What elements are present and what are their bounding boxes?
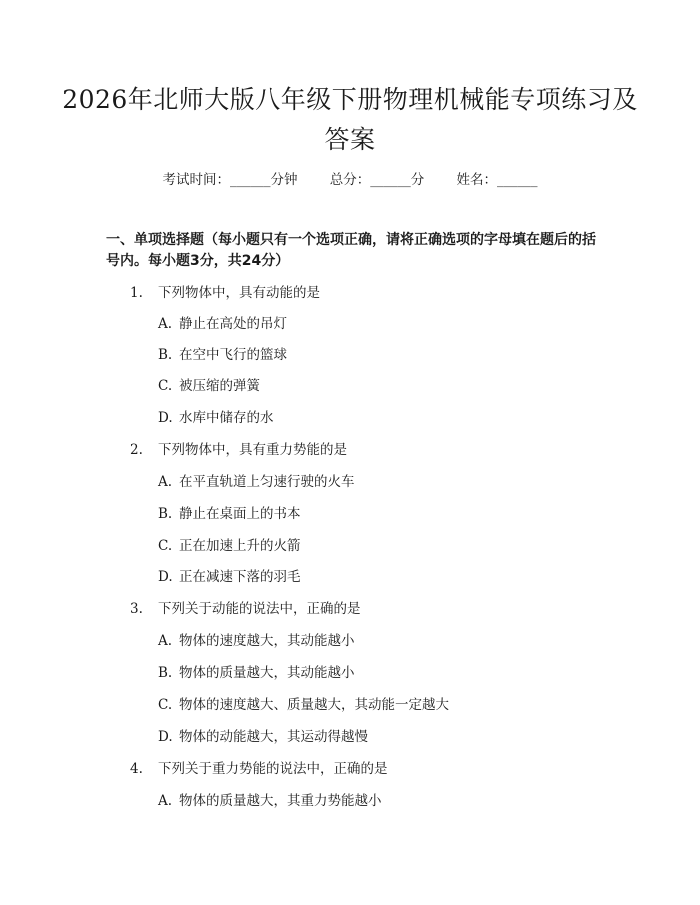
option-letter: B. [158,347,173,363]
option-letter: A. [158,633,173,649]
option-text: 物体的质量越大，其动能越小 [179,665,355,681]
question-text: 下列物体中，具有重力势能的是 [158,442,347,458]
question-2 [130,441,347,459]
document-title: 2026年北师大版八年级下册物理机械能专项练习及答案 [62,85,638,154]
question-number: 1. [130,285,143,301]
option-text: 静止在高处的吊灯 [179,316,287,332]
total-score-blank: ______ [370,172,411,188]
option-text: 静止在桌面上的书本 [179,506,301,522]
question-number: 4. [130,761,143,777]
option-text: 水库中储存的水 [179,410,274,426]
section-heading-single-choice: 一、单项选择题（每小题只有一个选项正确，请将正确选项的字母填在题后的括号内。每小题3分，共24分） [106,232,596,269]
question-3 [130,600,361,618]
option-text: 物体的质量越大，其重力势能越小 [179,793,382,809]
option-letter: A. [158,474,173,490]
question-3-option-d [158,728,368,746]
option-text: 物体的速度越大、质量越大，其动能一定越大 [179,697,449,713]
question-number: 2. [130,442,143,458]
question-4-option-a [158,792,382,810]
question-4 [130,760,388,778]
question-3-option-a [158,632,355,650]
question-text: 下列物体中，具有动能的是 [158,285,320,301]
option-letter: C. [158,538,173,554]
total-score-unit: 分 [410,172,425,188]
option-text: 物体的速度越大，其动能越小 [179,633,355,649]
exam-info-line [0,168,700,188]
option-letter: B. [158,665,173,681]
option-letter: D. [158,569,173,585]
exam-time-unit: 分钟 [270,172,298,188]
question-2-option-c [158,537,301,555]
option-text: 在空中飞行的篮球 [179,347,287,363]
option-text: 在平直轨道上匀速行驶的火车 [179,474,355,490]
option-text: 正在减速下落的羽毛 [179,569,301,585]
question-1 [130,284,320,302]
total-score-label: 总分： [329,172,371,188]
question-1-option-b [158,346,287,364]
question-1-option-d [158,409,274,427]
option-letter: B. [158,506,173,522]
question-1-option-c [158,377,260,395]
student-name-label: 姓名： [456,172,498,188]
option-letter: D. [158,729,173,745]
student-name-blank: ______ [497,172,538,188]
question-3-option-b [158,664,355,682]
question-2-option-a [158,473,355,491]
exam-time-blank: ______ [229,172,271,188]
option-letter: A. [158,793,173,809]
question-3-option-c [158,696,449,714]
question-2-option-b [158,505,301,523]
option-text: 物体的动能越大，其运动得越慢 [179,729,368,745]
question-2-option-d [158,568,301,586]
question-text: 下列关于动能的说法中，正确的是 [158,601,361,617]
question-1-option-a [158,315,287,333]
option-letter: C. [158,697,173,713]
option-letter: D. [158,410,173,426]
total-score-field [330,168,425,188]
question-number: 3. [130,601,143,617]
option-text: 正在加速上升的火箭 [179,538,301,554]
exam-time-label: 考试时间： [162,172,230,188]
option-text: 被压缩的弹簧 [179,378,260,394]
exam-time-field [162,168,297,188]
option-letter: C. [158,378,173,394]
student-name-field [457,168,538,188]
question-text: 下列关于重力势能的说法中，正确的是 [158,761,388,777]
option-letter: A. [158,316,173,332]
